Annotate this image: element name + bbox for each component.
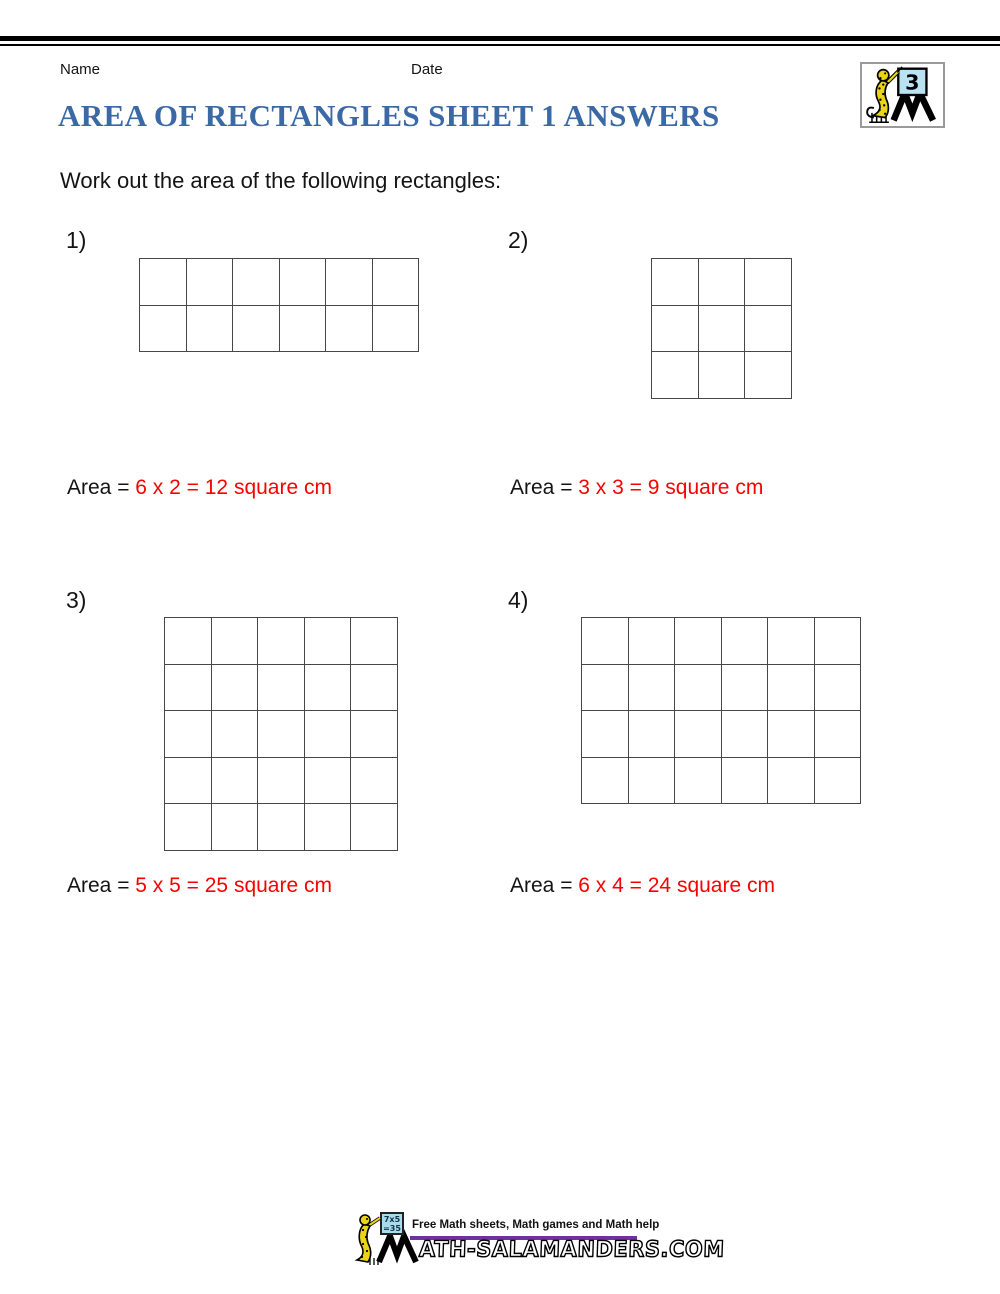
top-border-rule: [0, 36, 1000, 46]
grid-cell: [212, 711, 259, 758]
grid-cell: [351, 804, 398, 851]
date-label: Date: [411, 61, 443, 78]
grid-cell: [582, 711, 629, 758]
problem-2-number: 2): [508, 227, 529, 253]
grid-cell: [165, 618, 212, 665]
grid-cell: [212, 758, 259, 805]
grid-cell: [326, 306, 373, 353]
grid-cell: [652, 306, 699, 353]
area-label: Area =: [67, 476, 136, 499]
grid-cell: [165, 758, 212, 805]
grid-cell: [305, 711, 352, 758]
footer-board-line2: =35: [383, 1224, 401, 1233]
area-answer: 6 x 4 = 24 square cm: [578, 874, 775, 897]
footer-tagline: Free Math sheets, Math games and Math help: [412, 1219, 660, 1231]
problem-4-number: 4): [508, 587, 529, 613]
grid-cell: [373, 306, 420, 353]
grid-cell: [675, 665, 722, 712]
grid-cell: [629, 665, 676, 712]
problem-3-grid: [164, 617, 398, 851]
grid-cell: [629, 758, 676, 805]
grid-cell: [582, 618, 629, 665]
grid-cell: [745, 306, 792, 353]
grid-cell: [768, 618, 815, 665]
grid-cell: [722, 758, 769, 805]
grid-cell: [305, 804, 352, 851]
grid-cell: [351, 665, 398, 712]
grid-cell: [722, 711, 769, 758]
grid-cell: [351, 618, 398, 665]
instruction-text: Work out the area of the following rectangles:: [60, 168, 502, 193]
area-label: Area =: [67, 874, 136, 897]
problem-2-answer-line: [510, 476, 763, 500]
grid-cell: [768, 758, 815, 805]
grid-cell: [280, 259, 327, 306]
problem-1-answer-line: [67, 476, 332, 500]
grid-cell: [305, 665, 352, 712]
grid-cell: [768, 665, 815, 712]
easel-legs-shape: [894, 93, 933, 120]
grid-cell: [675, 618, 722, 665]
site-logo: [860, 62, 945, 128]
grid-cell: [815, 618, 862, 665]
grid-cell: [745, 259, 792, 306]
problem-3-answer-line: [67, 874, 332, 898]
grid-cell: [233, 259, 280, 306]
footer-salamander-head: [360, 1215, 370, 1225]
problem-1-grid: [139, 258, 419, 352]
salamander-easel-icon: [862, 64, 943, 126]
grid-cell: [305, 758, 352, 805]
area-label: Area =: [510, 476, 579, 499]
grid-cell: [675, 711, 722, 758]
grid-cell: [699, 352, 746, 399]
grid-cell: [187, 259, 234, 306]
grid-cell: [165, 804, 212, 851]
grid-cell: [258, 758, 305, 805]
problem-2-grid: [651, 258, 792, 399]
area-answer: 6 x 2 = 12 square cm: [135, 476, 332, 499]
grid-cell: [280, 306, 327, 353]
problem-3-number: 3): [66, 587, 87, 613]
grid-cell: [582, 758, 629, 805]
grid-cell: [699, 259, 746, 306]
footer-salamander-eye: [366, 1218, 368, 1220]
grid-cell: [815, 665, 862, 712]
grid-cell: [140, 259, 187, 306]
footer-bench-stripes: [370, 1258, 378, 1265]
grid-cell: [629, 711, 676, 758]
grid-cell: [258, 711, 305, 758]
grid-cell: [722, 618, 769, 665]
grid-cell: [212, 804, 259, 851]
grid-cell: [165, 711, 212, 758]
grid-cell: [815, 711, 862, 758]
salamander-head: [878, 70, 889, 81]
grid-cell: [373, 259, 420, 306]
footer-wordmark: ATH-SALAMANDERS.COM: [418, 1236, 726, 1262]
problem-1-number: 1): [66, 227, 87, 253]
area-answer: 5 x 5 = 25 square cm: [135, 874, 332, 897]
grade-badge-number: 3: [905, 70, 920, 95]
grid-cell: [722, 665, 769, 712]
grid-cell: [652, 352, 699, 399]
grid-cell: [675, 758, 722, 805]
grid-cell: [652, 259, 699, 306]
grid-cell: [768, 711, 815, 758]
grid-cell: [165, 665, 212, 712]
grid-cell: [582, 665, 629, 712]
footer-board-line1: 7x5: [383, 1215, 401, 1224]
grid-cell: [258, 618, 305, 665]
grid-cell: [351, 711, 398, 758]
grid-cell: [140, 306, 187, 353]
grid-cell: [212, 618, 259, 665]
grid-cell: [258, 804, 305, 851]
grid-cell: [326, 259, 373, 306]
grid-cell: [745, 352, 792, 399]
grid-cell: [629, 618, 676, 665]
grid-cell: [699, 306, 746, 353]
grid-cell: [212, 665, 259, 712]
grid-cell: [258, 665, 305, 712]
area-answer: 3 x 3 = 9 square cm: [578, 476, 764, 499]
grid-cell: [351, 758, 398, 805]
name-label: Name: [60, 61, 101, 78]
problem-4-answer-line: [510, 874, 775, 898]
area-label: Area =: [510, 874, 579, 897]
salamander-eye: [884, 72, 886, 74]
grid-cell: [233, 306, 280, 353]
grid-cell: [305, 618, 352, 665]
page-title: AREA OF RECTANGLES SHEET 1 ANSWERS: [58, 98, 720, 133]
problem-4-grid: [581, 617, 861, 804]
grid-cell: [815, 758, 862, 805]
grid-cell: [187, 306, 234, 353]
